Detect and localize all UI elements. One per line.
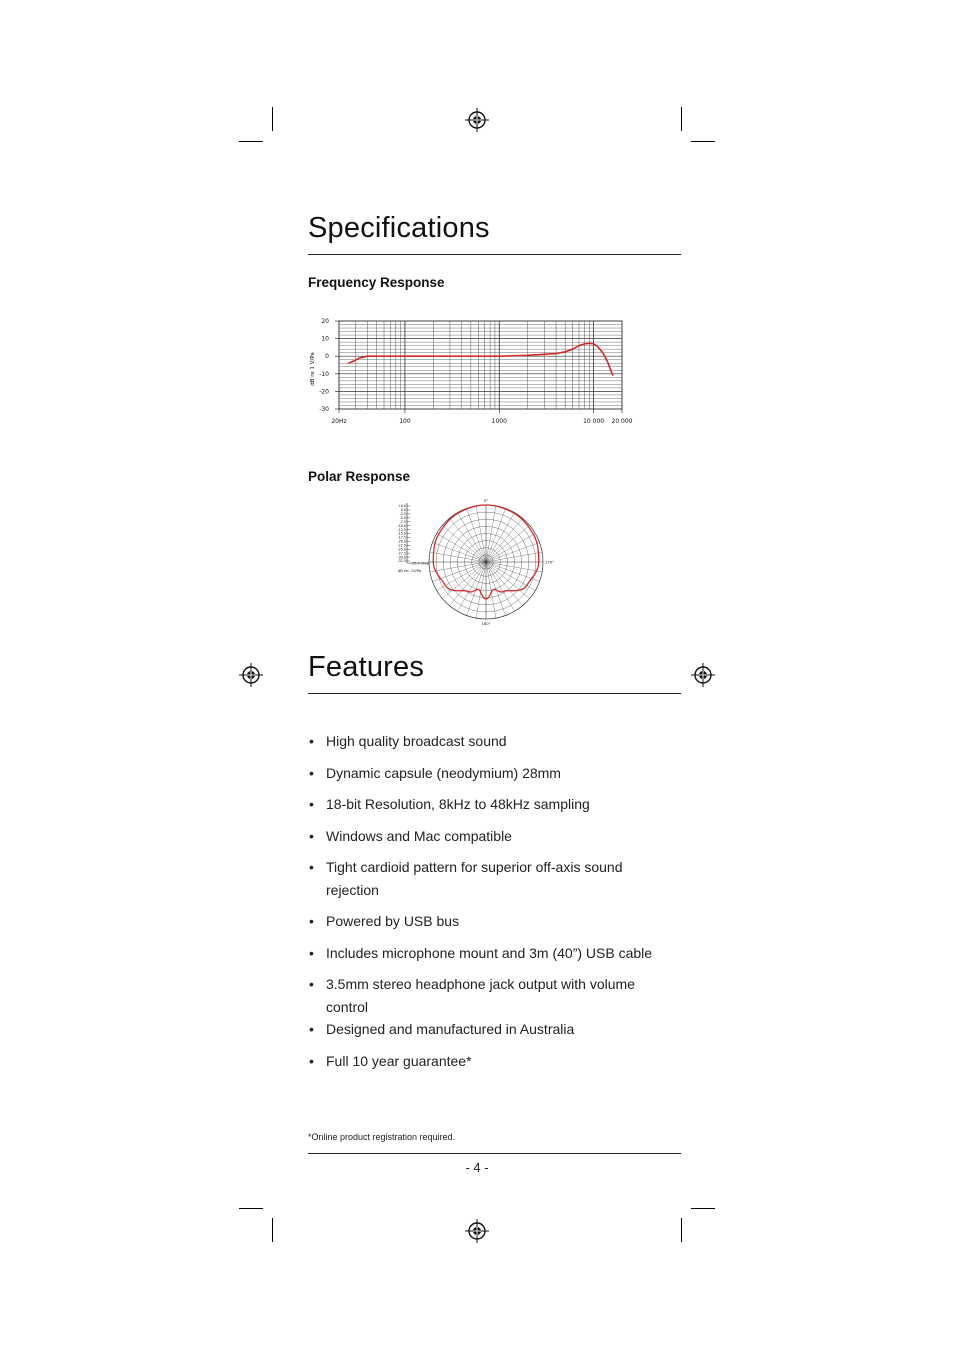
polar-scale-label: 0.0 [400,508,406,513]
footnote: *Online product registration required. [308,1132,456,1142]
feature-item: • 3.5mm stereo headphone jack output with volume control [308,973,653,1018]
polar-angle-label: 0° [483,498,489,503]
frequency-y-tick-label: 0 [325,353,329,361]
frequency-plot-frame [339,321,622,409]
feature-item: • Includes microphone mount and 3m (40”) USB cable [308,942,653,965]
polar-scale-label: -17.5 [397,535,406,540]
registration-mark-icon [691,663,715,687]
footer-rule [308,1153,681,1154]
frequency-y-tick-label: -10 [319,370,329,378]
crop-mark [681,1218,682,1242]
crop-mark [272,1218,273,1242]
frequency-response-curve [348,343,613,375]
frequency-y-tick-label: -20 [319,388,329,396]
feature-item: • Designed and manufactured in Australia [308,1018,653,1041]
frequency-y-ticks [319,318,339,413]
frequency-y-tick-label: 20 [321,318,329,325]
feature-item: • Tight cardioid pattern for superior off-axis sound rejection [308,856,653,901]
feature-item: • Windows and Mac compatible [308,825,653,848]
frequency-x-tick-label: 20Hz [331,418,347,425]
frequency-y-tick-label: -30 [319,406,329,413]
frequency-x-tick-label: 20 000 [611,418,633,425]
registration-mark-icon [465,108,489,132]
frequency-response-chart [300,312,645,434]
polar-scale-label: -32.5 [397,559,406,564]
registration-mark-icon [465,1219,489,1243]
polar-scale-label: -20.0 [397,539,406,544]
polar-response-chart [390,495,560,630]
polar-scale-label: -2.5 [399,512,406,517]
registration-mark-icon [239,663,263,687]
polar-scale-label: -12.5 [397,527,406,532]
feature-item: • Powered by USB bus [308,910,653,933]
crop-mark [691,141,715,142]
features-rule [308,693,681,694]
polar-scale-label: -10.0 [397,523,406,528]
page-number: - 4 - [465,1160,489,1175]
frequency-x-ticks [331,409,632,425]
polar-unit-label: dB rel. 1V/Pa [398,569,421,573]
specifications-rule [308,254,681,255]
polar-radial-annotation: -25.0 1kHz [411,561,430,566]
polar-scale-label: -22.5 [397,543,406,548]
frequency-y-tick-label: 10 [321,335,329,343]
polar-scale-label: -30.0 [397,555,406,560]
frequency-y-axis-label: dB re 1 V/Pa [310,352,316,386]
frequency-grid [339,321,622,409]
frequency-x-tick-label: 10 000 [583,418,605,425]
polar-scale-label: -7.5 [399,519,406,524]
polar-response-heading: Polar Response [308,469,411,484]
polar-grid [429,505,543,619]
feature-item: • Full 10 year guarantee* [308,1050,653,1073]
crop-mark [239,141,263,142]
frequency-x-tick-label: 1000 [491,418,507,425]
polar-scale-label: +0.0 [397,504,406,509]
polar-angle-label: 270° [545,559,555,565]
polar-scale-label: -27.5 [397,551,406,556]
polar-scale-label: -5.0 [399,515,406,520]
feature-item: • High quality broadcast sound [308,730,653,753]
crop-mark [272,107,273,131]
features-list [308,730,653,1072]
crop-mark [691,1208,715,1209]
crop-mark [239,1208,263,1209]
features-title: Features [308,651,425,683]
feature-item: • Dynamic capsule (neodymium) 28mm [308,762,653,785]
feature-item: • 18-bit Resolution, 8kHz to 48kHz sampling [308,793,653,816]
polar-scale-label: -25.0 [397,547,406,552]
crop-mark [681,107,682,131]
polar-angle-label: 180° [481,621,491,626]
polar-scale-label: -15.0 [397,531,406,536]
specifications-title: Specifications [308,212,490,244]
frequency-x-tick-label: 100 [399,418,411,425]
frequency-response-heading: Frequency Response [308,275,445,290]
polar-level-scale [397,503,429,573]
